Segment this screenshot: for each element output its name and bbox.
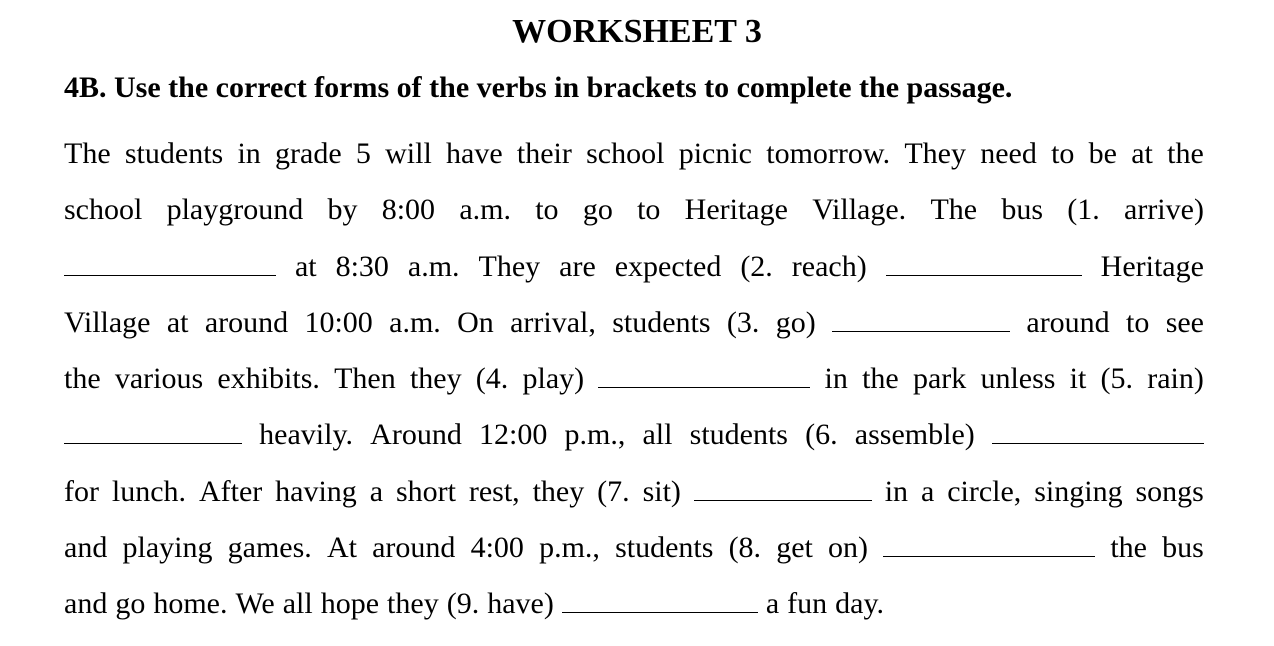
word: various xyxy=(114,362,204,396)
word: picnic xyxy=(678,137,752,170)
word: heavily. xyxy=(259,418,354,452)
word: at xyxy=(1131,137,1153,170)
word: play) xyxy=(522,362,585,396)
word: a xyxy=(765,587,780,621)
word: around xyxy=(204,305,289,339)
word: (7. xyxy=(597,474,630,508)
word: On xyxy=(457,305,494,339)
word: games. xyxy=(227,531,312,565)
word: they xyxy=(532,474,585,508)
word: We xyxy=(235,587,275,621)
word: in xyxy=(884,474,909,508)
word: they xyxy=(409,362,462,396)
word: in xyxy=(824,362,848,396)
word: students xyxy=(689,418,788,452)
word: grade xyxy=(275,137,342,170)
word: playing xyxy=(122,531,213,565)
word: Village xyxy=(64,305,151,339)
word: fun xyxy=(787,587,828,621)
passage-line xyxy=(64,239,1204,295)
word: need xyxy=(980,137,1037,170)
word: the xyxy=(1110,531,1147,565)
word: park xyxy=(912,362,967,396)
word: 8:00 xyxy=(381,193,436,227)
word: to xyxy=(1126,305,1150,339)
word: hope xyxy=(320,587,380,621)
word: school xyxy=(586,137,665,170)
word: their xyxy=(516,137,572,170)
word: have xyxy=(446,137,503,170)
word: to xyxy=(1051,137,1075,170)
word: circle, xyxy=(947,474,1022,508)
word: assemble) xyxy=(854,418,975,452)
word: singing xyxy=(1034,474,1123,508)
word: go xyxy=(115,587,146,621)
word: the xyxy=(1167,137,1204,170)
word: (4. xyxy=(475,362,509,396)
word: Heritage xyxy=(684,193,788,227)
word: bus xyxy=(1162,531,1204,565)
word: 10:00 xyxy=(304,305,373,339)
word: reach) xyxy=(791,249,867,283)
answer-blank-3[interactable] xyxy=(832,309,1010,332)
word: the xyxy=(64,362,101,396)
word: it xyxy=(1069,362,1087,396)
word: bus xyxy=(1001,193,1044,227)
passage-line xyxy=(64,295,1204,351)
word: (1. xyxy=(1067,193,1100,227)
word: at xyxy=(294,249,317,283)
word: having xyxy=(275,474,357,508)
word: go xyxy=(582,193,613,227)
word: arrive) xyxy=(1124,193,1204,227)
passage-line xyxy=(64,464,1204,520)
word: they xyxy=(387,587,439,621)
answer-blank-9[interactable] xyxy=(562,590,758,613)
word: have) xyxy=(487,587,554,621)
word: see xyxy=(1165,305,1204,339)
word: Heritage xyxy=(1100,249,1204,283)
word: at xyxy=(166,305,189,339)
answer-blank-7[interactable] xyxy=(694,478,872,501)
worksheet-title: WORKSHEET 3 xyxy=(512,13,762,50)
word: songs xyxy=(1135,474,1204,508)
word: short xyxy=(395,474,456,508)
word: to xyxy=(535,193,559,227)
exercise-instruction: 4B. Use the correct forms of the verbs in brackets to complete the passage. xyxy=(64,71,1013,104)
passage-line xyxy=(64,407,1204,463)
word: go) xyxy=(775,305,816,339)
passage-line xyxy=(64,182,1204,238)
word: be xyxy=(1088,137,1117,170)
word: will xyxy=(385,137,432,170)
passage-line xyxy=(64,126,1204,182)
word: p.m., xyxy=(539,531,600,565)
word: and xyxy=(64,531,108,565)
word: Around xyxy=(370,418,462,452)
answer-blank-2[interactable] xyxy=(886,253,1082,276)
answer-blank-6[interactable] xyxy=(992,421,1204,444)
word: a.m. xyxy=(459,193,511,227)
passage xyxy=(64,126,1204,633)
answer-blank-1[interactable] xyxy=(64,253,276,276)
word: (2. xyxy=(740,249,773,283)
answer-blank-5[interactable] xyxy=(64,421,242,444)
word: around xyxy=(372,531,456,565)
passage-line xyxy=(64,520,1204,576)
word: on) xyxy=(828,531,869,565)
word: a xyxy=(369,474,384,508)
word: school xyxy=(64,193,143,227)
word: Then xyxy=(334,362,396,396)
word: a.m. xyxy=(407,249,460,283)
word: all xyxy=(282,587,313,621)
word: At xyxy=(326,531,357,565)
word: day. xyxy=(835,587,885,621)
word: and xyxy=(64,587,108,621)
word: They xyxy=(478,249,541,283)
word: rest, xyxy=(468,474,520,508)
word: sit) xyxy=(642,474,681,508)
word: tomorrow. xyxy=(766,137,891,170)
word: students xyxy=(124,137,224,170)
passage-line xyxy=(64,576,1204,632)
word: (9. xyxy=(446,587,480,621)
word: the xyxy=(862,362,899,396)
word: in xyxy=(237,137,261,170)
word: a.m. xyxy=(389,305,441,339)
word: They xyxy=(904,137,966,170)
word: p.m., xyxy=(564,418,626,452)
word: The xyxy=(930,193,978,227)
word: expected xyxy=(614,249,722,283)
word: (5. xyxy=(1100,362,1134,396)
word: 8:30 xyxy=(335,249,389,283)
word: to xyxy=(637,193,661,227)
word: home. xyxy=(153,587,228,621)
word: arrival, xyxy=(510,305,596,339)
word: get xyxy=(776,531,813,565)
word: (3. xyxy=(726,305,760,339)
word: are xyxy=(559,249,596,283)
word: lunch. xyxy=(111,474,187,508)
word: Village. xyxy=(812,193,907,227)
answer-blank-8[interactable] xyxy=(883,534,1095,557)
word: a xyxy=(920,474,935,508)
word: (8. xyxy=(728,531,762,565)
word: students xyxy=(612,305,711,339)
word: (6. xyxy=(805,418,838,452)
word: rain) xyxy=(1147,362,1204,396)
word: all xyxy=(642,418,673,452)
word: by xyxy=(327,193,358,227)
passage-line xyxy=(64,351,1204,407)
word: around xyxy=(1026,305,1110,339)
word: playground xyxy=(166,193,304,227)
word: 4:00 xyxy=(470,531,524,565)
word: exhibits. xyxy=(217,362,320,396)
word: The xyxy=(64,137,111,170)
word: for xyxy=(64,474,99,508)
word: After xyxy=(198,474,263,508)
answer-blank-4[interactable] xyxy=(598,365,810,388)
word: 12:00 xyxy=(478,418,548,452)
word: 5 xyxy=(355,137,371,170)
word: students xyxy=(615,531,714,565)
word: unless xyxy=(980,362,1056,396)
